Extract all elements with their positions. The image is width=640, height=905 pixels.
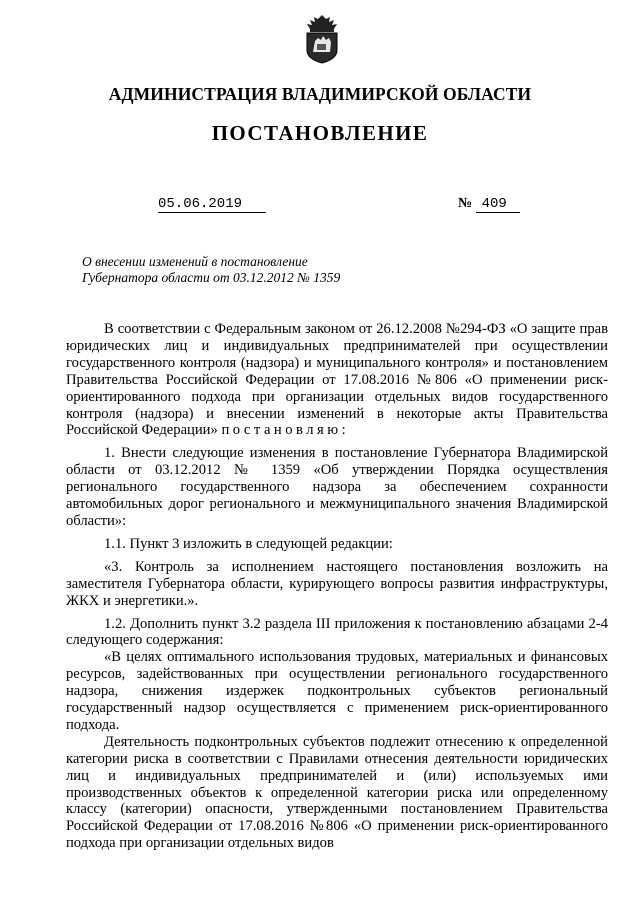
resolution-word: постановляю: [221, 422, 350, 439]
document-number [458, 196, 520, 213]
item-1-paragraph: 1. Внести следующие изменения в постановление Губернатора Владимирской области от 03.12.2012 № 1359 «Об утверждении Порядка осуществления регионального государственного надзора за обеспечением сохранности автомобильных дорог регионального и межмуниципального значения Владимирской области»: [66, 445, 608, 529]
subject-line-1: О внесении изменений в постановление [82, 254, 308, 269]
number-value: 409 [476, 196, 520, 213]
document-date: 05.06.2019 [158, 196, 266, 213]
document-subject [82, 254, 340, 286]
organization-title: АДМИНИСТРАЦИЯ ВЛАДИМИРСКОЙ ОБЛАСТИ [108, 84, 532, 104]
risk-category-paragraph: Деятельность подконтрольных субъектов подлежит отнесению к определенной категории риска в соответствии с Правилами отнесения деятельности юридических лиц и индивидуальных предпринимателей и (или) используемых ими производственных объектов к определенной категории риска или определенному классу (категории) опасности, утвержденными постановлением Правительства Российской Федерации от 17.08.2016 №806 «О применении риск-ориентированного подхода при организации отдельных видов [66, 733, 608, 852]
preamble-text: В соответствии с Федеральным законом от 26.12.2008 №294-ФЗ «О защите прав юридических лиц и индивидуальных предпринимателей при осуществлении государственного контроля (надзора) и муниципального контроля» и постановлением Правительства Российской Федерации от 17.08.2016 №806 «О применении риск-ориентированного подхода при организации отдельных видов государственного контроля (надзора) и внесении изменений в некоторые акты Правительства Российской Федерации» [66, 321, 608, 439]
item-1-2-paragraph: 1.2. Дополнить пункт 3.2 раздела III приложения к постановлению абзацами 2-4 следующего содержания: [66, 615, 608, 649]
preamble-paragraph [66, 321, 608, 439]
number-sign: № [458, 196, 473, 211]
document-body [66, 321, 608, 852]
document-type-title: ПОСТАНОВЛЕНИЕ [211, 121, 429, 145]
item-1-1-paragraph: 1.1. Пункт 3 изложить в следующей редакции: [104, 535, 393, 552]
item-3-new-text-paragraph: «3. Контроль за исполнением настоящего постановления возложить на заместителя Губернатора области, курирующего вопросы развития инфраструктуры, ЖКХ и энергетики.». [66, 558, 608, 609]
risk-approach-paragraph: «В целях оптимального использования трудовых, материальных и финансовых ресурсов, задействованных при осуществлении регионального государственного надзора, снижения издержек подконтрольных субъектов региональный государственный надзор осуществляется с применением риск-ориентированного подхода. [66, 649, 608, 733]
coat-of-arms-emblem [301, 14, 343, 64]
subject-line-2: Губернатора области от 03.12.2012 № 1359 [82, 270, 341, 285]
